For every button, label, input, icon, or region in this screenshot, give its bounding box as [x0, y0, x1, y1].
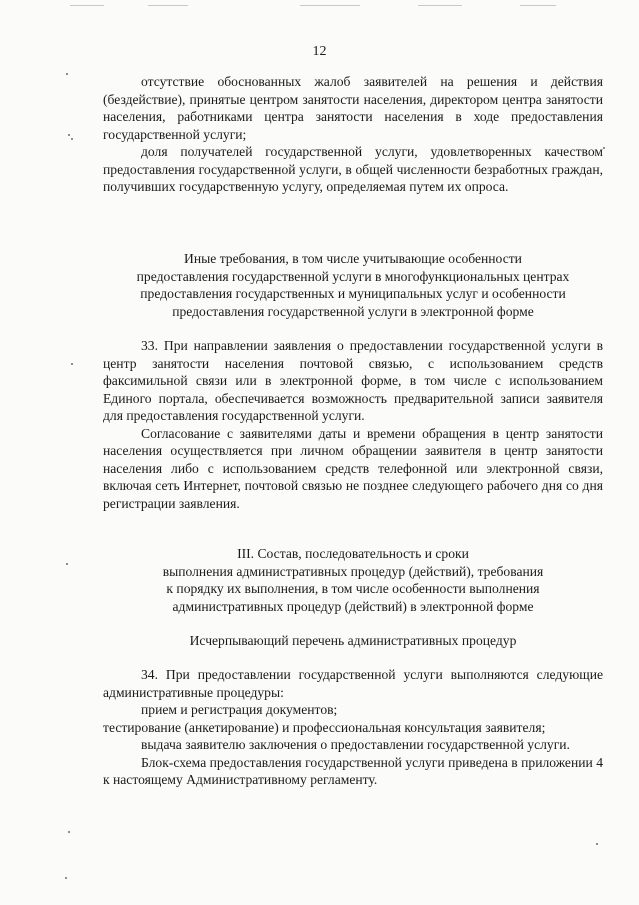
scan-speck	[68, 134, 70, 136]
paragraph-flowchart-reference: Блок-схема предоставления государственной услуги приведена в приложении 4 к настоящему Административному регламенту.	[103, 754, 603, 787]
paragraph-clause-33: 33. При направлении заявления о предоставлении государственной услуги в центр занятости населения почтовой связью, с использованием средств факсимильной связи или в электронной форме, в том числе с использованием Единого портала, обеспечивается возможность предварительной записи заявителя для предоставления государственной услуги.	[103, 338, 603, 423]
list-item-reception: прием и регистрация документов;	[141, 702, 338, 717]
chapter-heading-iii	[103, 545, 603, 615]
scan-artifact-line	[148, 5, 188, 6]
criteria-section	[103, 73, 603, 196]
heading-line: к порядку их выполнения, в том числе особенности выполнения	[166, 581, 540, 596]
scan-speck	[603, 147, 605, 149]
paragraph-satisfaction-share: доля получателей государственной услуги, удовлетворенных качеством предоставления государственной услуги, в общей численности безработных граждан, получивших государственную услугу, определяемая путем их опроса.	[103, 144, 603, 194]
paragraph-appointment-agreement: Согласование с заявителями даты и времени обращения в центр занятости населения осуществляется при личном обращении заявителя в центр занятости населения либо с использованием средств телефонной или электронной связи, включая сеть Интернет, почтовой связью не позднее следующего рабочего дня со дня регистрации заявления.	[103, 425, 603, 511]
subheading-procedures-list	[103, 632, 603, 650]
scan-artifact-line	[70, 5, 104, 6]
scan-speck	[71, 363, 73, 365]
heading-line: предоставления государственной услуги в многофункциональных центрах	[136, 268, 570, 284]
heading-line: предоставления государственной услуги в электронной форме	[172, 303, 534, 319]
clause-34-section	[103, 666, 603, 789]
paragraph-no-complaints: отсутствие обоснованных жалоб заявителей на решения и действия (бездействие), принятые центром занятости населения, директором центра занятости населения, работниками центра занятости населения в ходе предоставления государственной услуги;	[103, 74, 603, 142]
scan-speck	[66, 563, 68, 565]
scan-speck	[65, 877, 67, 879]
paragraph-clause-34: 34. При предоставлении государственной услуги выполняются следующие административные процедуры:	[103, 667, 603, 700]
heading-line: Исчерпывающий перечень административных процедур	[189, 633, 517, 648]
scan-speck	[596, 843, 598, 845]
scan-speck	[66, 73, 68, 75]
heading-line: административных процедур (действий) в электронной форме	[172, 598, 534, 614]
heading-line: выполнения административных процедур (действий), требования	[162, 563, 544, 579]
list-item-conclusion: выдача заявителю заключения о предоставлении государственной услуги.	[141, 737, 570, 752]
heading-line: III. Состав, последовательность и сроки	[237, 546, 469, 561]
clause-33-section	[103, 337, 603, 512]
scan-artifact-line	[520, 5, 556, 6]
list-item-testing: тестирование (анкетирование) и профессиональная консультация заявителя;	[103, 719, 546, 735]
scan-speck	[68, 831, 70, 833]
scan-artifact-line	[300, 5, 360, 6]
scan-artifact-line	[418, 5, 462, 6]
heading-line: Иные требования, в том числе учитывающие особенности	[184, 251, 522, 266]
section-heading-other-requirements	[103, 250, 603, 320]
scan-speck	[71, 138, 73, 140]
page-number: 12	[312, 44, 327, 59]
heading-line: предоставления государственных и муниципальных услуг и особенности	[140, 286, 566, 301]
